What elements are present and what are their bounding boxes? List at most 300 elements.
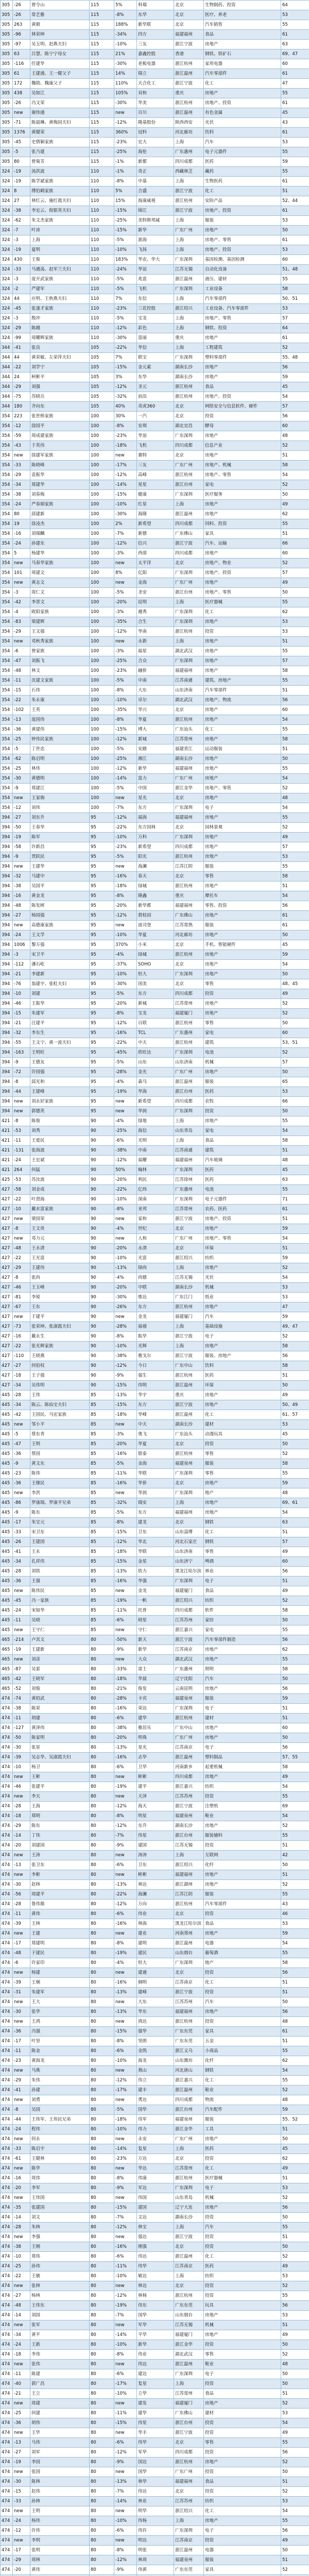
industry-cell: 钢铁 — [204, 1518, 281, 1528]
name-cell: 冯文荣 — [30, 98, 90, 108]
wealth-change-cell: -11% — [114, 1469, 137, 1479]
wealth-change-cell: -50% — [114, 1635, 137, 1645]
wealth-change-cell: -12% — [114, 382, 137, 392]
wealth-change-cell: -8% — [114, 2546, 137, 2555]
age-cell: 58 — [281, 666, 309, 676]
name-cell: 吴志华、吴淑霞夫妇 — [30, 1753, 90, 1762]
wealth-cell: 80 — [90, 1802, 114, 1811]
company-cell: 伟立 — [137, 2076, 174, 2086]
wealth-change-cell: -6% — [114, 1860, 137, 1870]
wealth-cell: 80 — [90, 1929, 114, 1939]
rank-change-cell: -44 — [13, 1087, 30, 1097]
industry-cell: 房地产、零售 — [204, 588, 281, 598]
name-cell: 邓秋秀家族 — [30, 637, 90, 647]
age-cell: 59 — [281, 157, 309, 167]
name-cell: 张世桥家族 — [30, 412, 90, 421]
rank-change-cell: -26 — [13, 98, 30, 108]
headquarters-cell: 广东深圳 — [174, 2369, 204, 2379]
rank-change-cell: 44 — [13, 294, 30, 304]
headquarters-cell: 浙江温州 — [174, 2086, 204, 2095]
name-cell: 王建国 — [30, 1537, 90, 1547]
rank-cell: 354 — [1, 656, 13, 666]
rank-cell: 354 — [1, 451, 13, 461]
company-cell: 强生 — [137, 1371, 174, 1381]
industry-cell: 医疗、养老 — [204, 10, 281, 20]
headquarters-cell: 广东汕头 — [174, 1430, 204, 1439]
industry-cell: 电子 — [204, 2183, 281, 2193]
age-cell: 48 — [281, 2017, 309, 2027]
table-row — [1, 2516, 309, 2526]
name-cell: 王大 — [30, 1997, 90, 2007]
wealth-cell: 110 — [90, 235, 114, 245]
industry-cell: 房地产 — [204, 2399, 281, 2409]
wealth-cell: 85 — [90, 1469, 114, 1479]
rank-cell: 394 — [1, 960, 13, 970]
rank-change-cell: -17 — [13, 2037, 30, 2046]
age-cell: 51 — [281, 529, 309, 539]
wealth-cell: 90 — [90, 1351, 114, 1361]
industry-cell: 食品 — [204, 2389, 281, 2399]
table-row — [1, 999, 309, 1009]
rank-cell: 474 — [1, 1860, 13, 1870]
headquarters-cell: 四川成都 — [174, 157, 204, 167]
headquarters-cell: 浙江杭州 — [174, 950, 204, 960]
headquarters-cell: 广东江门 — [174, 1293, 204, 1302]
table-row — [1, 627, 309, 637]
rank-cell: 394 — [1, 911, 13, 921]
company-cell: 东方 — [137, 1508, 174, 1518]
headquarters-cell: 浙江杭州 — [174, 1371, 204, 1381]
rank-change-cell: -38 — [13, 2242, 30, 2252]
rank-cell: 324 — [1, 196, 13, 206]
wealth-cell: 100 — [90, 500, 114, 510]
wealth-cell: 85 — [90, 1567, 114, 1577]
rank-change-cell: -22 — [13, 2272, 30, 2281]
age-cell: 51 — [281, 2232, 309, 2242]
rank-cell: 324 — [1, 265, 13, 275]
rank-change-cell: -9 — [13, 852, 30, 862]
headquarters-cell: 浙江杭州 — [174, 1449, 204, 1459]
age-cell: 51 — [281, 1714, 309, 1723]
age-cell: 50 — [281, 754, 309, 764]
age-cell: 50 — [281, 2546, 309, 2555]
headquarters-cell: 上海 — [174, 1136, 204, 1146]
rank-cell: 324 — [1, 275, 13, 284]
industry-cell: 钢铁 — [204, 2066, 281, 2076]
name-cell: 刘东升 — [30, 813, 90, 823]
table-row — [1, 1498, 309, 1508]
wealth-cell: 80 — [90, 2203, 114, 2213]
name-cell: 黄伟 — [30, 2565, 90, 2575]
rank-cell: 445 — [1, 1498, 13, 1508]
headquarters-cell: 浙江杭州 — [174, 2458, 204, 2467]
industry-cell: 房地产 — [204, 1302, 281, 1312]
wealth-cell: 80 — [90, 2565, 114, 2575]
table-row — [1, 2565, 309, 2575]
industry-cell: 家电 — [204, 1126, 281, 1136]
industry-cell — [204, 2575, 281, 2576]
company-cell: 天合化工 — [137, 79, 174, 89]
rank-change-cell: -10 — [13, 1205, 30, 1214]
wealth-change-cell: -9% — [114, 1371, 137, 1381]
age-cell: 60 — [281, 549, 309, 558]
company-cell: 伟许 — [137, 2526, 174, 2536]
name-cell: 黄建伟 — [30, 725, 90, 735]
table-row — [1, 1841, 309, 1851]
wealth-cell: 90 — [90, 1185, 114, 1195]
rank-cell: 394 — [1, 1019, 13, 1028]
wealth-cell: 90 — [90, 1342, 114, 1351]
industry-cell: 投资 — [204, 2536, 281, 2546]
headquarters-cell: 江苏苏州 — [174, 2497, 204, 2506]
industry-cell: 鞋业 — [204, 2086, 281, 2095]
rank-cell: 474 — [1, 2379, 13, 2389]
rank-cell: 465 — [1, 1635, 13, 1645]
wealth-change-cell: -8% — [114, 2350, 137, 2360]
rank-cell: 394 — [1, 1009, 13, 1019]
name-cell: 马遇荡、赵军兰夫妇 — [30, 265, 90, 275]
wealth-change-cell: -4% — [114, 1116, 137, 1126]
name-cell: 张国 — [30, 2467, 90, 2477]
wealth-change-cell: -8% — [114, 1332, 137, 1342]
wealth-cell: 90 — [90, 1195, 114, 1205]
rank-change-cell: 44 — [13, 353, 30, 363]
rank-change-cell: -3 — [13, 275, 30, 284]
age-cell: 54 — [281, 960, 309, 970]
name-cell: 邹小平 — [30, 1420, 90, 1430]
age-cell: 63 — [281, 40, 309, 49]
rank-cell: 474 — [1, 1733, 13, 1743]
headquarters-cell: 广东深圳 — [174, 2526, 204, 2536]
name-cell: 王华 — [30, 2428, 90, 2438]
headquarters-cell: 北京 — [174, 20, 204, 30]
age-cell: 48 — [281, 793, 309, 803]
company-cell: 伟达 — [137, 2487, 174, 2497]
headquarters-cell: 重庆 — [174, 89, 204, 98]
industry-cell: 房地产 — [204, 578, 281, 588]
rank-change-cell: new — [13, 793, 30, 803]
company-cell: 新华联 — [137, 20, 174, 30]
rank-cell: 474 — [1, 2232, 13, 2242]
wealth-cell: 80 — [90, 1988, 114, 1997]
industry-cell: 房地产 — [204, 637, 281, 647]
wealth-cell: 110 — [90, 245, 114, 255]
wealth-change-cell: -12% — [114, 470, 137, 480]
headquarters-cell: 四川成都 — [174, 842, 204, 852]
industry-cell: 工业设备 — [204, 284, 281, 294]
wealth-change-cell: -11% — [114, 2409, 137, 2418]
age-cell: 51 — [281, 2389, 309, 2399]
name-cell: 陈荣 — [30, 1704, 90, 1714]
age-cell: 53 — [281, 1087, 309, 1097]
rank-change-cell: -21 — [13, 2389, 30, 2399]
table-row — [1, 1537, 309, 1547]
age-cell: 50 — [281, 2340, 309, 2350]
table-row — [1, 813, 309, 823]
rank-change-cell: -45 — [13, 1596, 30, 1606]
table-row — [1, 363, 309, 372]
age-cell: 43 — [281, 118, 309, 128]
wealth-cell: 80 — [90, 2389, 114, 2399]
wealth-cell: 80 — [90, 2379, 114, 2389]
age-cell: 51 — [281, 686, 309, 696]
age-cell: 49 — [281, 1391, 309, 1400]
table-row — [1, 1694, 309, 1704]
age-cell: 61 — [281, 911, 309, 921]
industry-cell: 零售 — [204, 1019, 281, 1028]
table-row — [1, 960, 309, 970]
rank-cell: 305 — [1, 118, 13, 128]
age-cell: 55 — [281, 647, 309, 656]
name-cell: 丁伟 — [30, 1831, 90, 1841]
wealth-cell: 80 — [90, 2311, 114, 2320]
headquarters-cell: 福建厦门 — [174, 1586, 204, 1596]
headquarters-cell: 北京 — [174, 1968, 204, 1978]
table-row — [1, 1733, 309, 1743]
wealth-cell: 100 — [90, 793, 114, 803]
name-cell: 许伟 — [30, 2526, 90, 2536]
wealth-cell: 85 — [90, 1518, 114, 1528]
rank-cell: 445 — [1, 1596, 13, 1606]
rank-change-cell: -83 — [13, 617, 30, 627]
rank-cell: 421 — [1, 1156, 13, 1165]
age-cell: 59 — [281, 1694, 309, 1704]
industry-cell: 房地产 — [204, 666, 281, 676]
table-row — [1, 1978, 309, 1988]
age-cell: 53 — [281, 1919, 309, 1929]
industry-cell: 房地产、投资 — [204, 245, 281, 255]
age-cell: 54 — [281, 1782, 309, 1792]
table-row — [1, 979, 309, 989]
wealth-change-cell: -22% — [114, 823, 137, 833]
wealth-cell: 80 — [90, 1968, 114, 1978]
wealth-cell: 110 — [90, 333, 114, 343]
company-cell: 宝龙 — [137, 1009, 174, 1019]
table-row — [1, 2369, 309, 2379]
age-cell: 60 — [281, 705, 309, 715]
name-cell: 柯彬平 — [30, 372, 90, 382]
name-cell: 高德康家族 — [30, 921, 90, 930]
age-cell: 56 — [281, 1968, 309, 1978]
wealth-change-cell: -18% — [114, 441, 137, 451]
table-row — [1, 294, 309, 304]
rank-cell: 474 — [1, 2497, 13, 2506]
wealth-change-cell: -16% — [114, 1753, 137, 1762]
name-cell: 陈晓峰 — [30, 461, 90, 470]
rank-change-cell: -10 — [13, 1762, 30, 1772]
industry-cell: 医药 — [204, 1175, 281, 1185]
industry-cell: 房地产 — [204, 2134, 281, 2144]
wealth-change-cell: -15% — [114, 2027, 137, 2037]
table-row — [1, 1528, 309, 1537]
rank-cell: 427 — [1, 1293, 13, 1302]
wealth-cell: 80 — [90, 2281, 114, 2291]
company-cell: 高峰 — [137, 470, 174, 480]
wealth-cell: 95 — [90, 950, 114, 960]
rank-change-cell: -55 — [13, 1038, 30, 1048]
table-row — [1, 2223, 309, 2232]
rank-cell: 425 — [1, 1175, 13, 1185]
rank-cell: 394 — [1, 1077, 13, 1087]
company-cell: 新华 — [137, 764, 174, 774]
wealth-change-cell: -10% — [114, 930, 137, 940]
company-cell: 昆明 — [137, 598, 174, 607]
name-cell: 张明 — [30, 2546, 90, 2555]
name-cell: 林伟 — [30, 764, 90, 774]
wealth-change-cell: -6% — [114, 1762, 137, 1772]
age-cell: 56 — [281, 1351, 309, 1361]
wealth-cell: 80 — [90, 2555, 114, 2565]
rank-cell: 354 — [1, 725, 13, 735]
age-cell: 54 — [281, 470, 309, 480]
rank-cell: 474 — [1, 1919, 13, 1929]
wealth-cell: 100 — [90, 578, 114, 588]
wealth-change-cell: -12% — [114, 627, 137, 637]
wealth-cell: 100 — [90, 705, 114, 715]
table-row — [1, 637, 309, 647]
rank-change-cell: -33 — [13, 461, 30, 470]
wealth-change-cell: -16% — [114, 1978, 137, 1988]
wealth-cell: 80 — [90, 1743, 114, 1753]
rank-cell: 354 — [1, 441, 13, 451]
rank-cell: 354 — [1, 510, 13, 519]
industry-cell: 房地产 — [204, 1479, 281, 1488]
age-cell: 53 — [281, 2497, 309, 2506]
rank-change-cell: -53 — [13, 1126, 30, 1136]
name-cell: 周耀辉家族 — [30, 333, 90, 343]
wealth-change-cell: -15% — [114, 363, 137, 372]
wealth-change-cell: 30% — [114, 412, 137, 421]
rank-cell: 394 — [1, 950, 13, 960]
company-cell: 华海 — [137, 1087, 174, 1097]
rank-cell: 427 — [1, 1381, 13, 1391]
headquarters-cell: 山东济南 — [174, 1547, 204, 1557]
headquarters-cell: 江苏无锡 — [174, 1273, 204, 1283]
rank-change-cell: -30 — [13, 2477, 30, 2487]
table-row — [1, 2497, 309, 2506]
wealth-cell: 80 — [90, 1851, 114, 1860]
age-cell: 52 — [281, 1596, 309, 1606]
table-row — [1, 1968, 309, 1978]
rank-change-cell: -52 — [13, 1684, 30, 1694]
industry-cell: 液压、建材 — [204, 275, 281, 284]
industry-cell: 医疗服务 — [204, 490, 281, 500]
industry-cell: 食品 — [204, 1586, 281, 1596]
name-cell: 王春华 — [30, 823, 90, 833]
name-cell: 叶坚 — [30, 2037, 90, 2046]
industry-cell: 饮料 — [204, 1361, 281, 1371]
rank-cell: 445 — [1, 1430, 13, 1439]
rank-change-cell: -8 — [13, 1224, 30, 1234]
rank-cell: 427 — [1, 1214, 13, 1224]
rank-cell: 344 — [1, 402, 13, 412]
company-cell: 国美 — [137, 979, 174, 989]
industry-cell: 房地产 — [204, 813, 281, 823]
wealth-cell: 90 — [90, 1263, 114, 1273]
company-cell: 安琪 — [137, 421, 174, 431]
rank-change-cell: new — [13, 2232, 30, 2242]
table-row — [1, 1391, 309, 1400]
company-cell: 福禧 — [137, 1322, 174, 1332]
headquarters-cell: 北京 — [174, 402, 204, 412]
industry-cell: 投资 — [204, 1988, 281, 1997]
company-cell: 奇虎360 — [137, 402, 174, 412]
industry-cell: 医疗器械 — [204, 2174, 281, 2183]
table-row — [1, 1205, 309, 1214]
industry-cell: 化工 — [204, 1410, 281, 1420]
name-cell: 刘学宁 — [30, 363, 90, 372]
wealth-cell: 90 — [90, 1283, 114, 1293]
wealth-cell: 110 — [90, 167, 114, 177]
name-cell: 李伟 — [30, 2350, 90, 2360]
wealth-cell: 80 — [90, 1753, 114, 1762]
company-cell: 隆基股份 — [137, 118, 174, 128]
name-cell: 张军 — [30, 2320, 90, 2330]
name-cell: 陈军 — [30, 833, 90, 842]
name-cell: 曾令山 — [30, 1, 90, 10]
rank-change-cell: -24 — [13, 539, 30, 549]
headquarters-cell: 四川成都 — [174, 1606, 204, 1616]
company-cell: 亿阳 — [137, 568, 174, 578]
headquarters-cell: 北京 — [174, 558, 204, 568]
company-cell: 华农、华大 — [137, 255, 174, 265]
rank-change-cell: -48 — [13, 1244, 30, 1253]
wealth-cell: 80 — [90, 2134, 114, 2144]
table-row — [1, 1342, 309, 1351]
wealth-change-cell: new — [114, 451, 137, 461]
age-cell: 58 — [281, 1136, 309, 1146]
wealth-change-cell: -8% — [114, 10, 137, 20]
headquarters-cell: 福建福州 — [174, 1870, 204, 1880]
age-cell: 55 — [281, 1655, 309, 1665]
company-cell: 炯明 — [137, 1978, 174, 1988]
rank-cell: 394 — [1, 970, 13, 979]
wealth-cell: 100 — [90, 666, 114, 676]
company-cell: 深南 — [137, 1195, 174, 1205]
rank-change-cell: -31 — [13, 1988, 30, 1997]
company-cell: 托普 — [137, 1606, 174, 1616]
rank-cell: 305 — [1, 10, 13, 20]
industry-cell: 零售 — [204, 2438, 281, 2448]
industry-cell: 地产 — [204, 1958, 281, 1968]
company-cell: 翰林 — [137, 1165, 174, 1175]
headquarters-cell: 浙江嘉兴 — [174, 1782, 204, 1792]
name-cell: 陈金 — [30, 2046, 90, 2056]
wealth-cell: 95 — [90, 882, 114, 891]
company-cell: 国华 — [137, 2105, 174, 2115]
wealth-cell: 115 — [90, 40, 114, 49]
name-cell: 黄海龙 — [30, 2056, 90, 2066]
rank-change-cell: new — [13, 2536, 30, 2546]
wealth-change-cell: -22% — [114, 1185, 137, 1195]
company-cell: 卓尔 — [137, 696, 174, 705]
industry-cell: 汽车、运输 — [204, 539, 281, 549]
wealth-cell: 80 — [90, 1782, 114, 1792]
age-cell: 55 — [281, 2516, 309, 2526]
rank-cell: 324 — [1, 255, 13, 265]
name-cell: 李晋文 — [30, 598, 90, 607]
rank-cell: 354 — [1, 803, 13, 813]
rank-cell: 427 — [1, 1253, 13, 1263]
table-row — [1, 784, 309, 793]
rank-cell: 354 — [1, 676, 13, 686]
rank-change-cell: -28 — [13, 1802, 30, 1811]
rank-cell: 427 — [1, 1185, 13, 1195]
headquarters-cell: 浙江宁波 — [174, 1214, 204, 1224]
age-cell: 52 — [281, 1880, 309, 1890]
company-cell: 亚邦 — [137, 1205, 174, 1214]
wealth-cell: 95 — [90, 1087, 114, 1097]
